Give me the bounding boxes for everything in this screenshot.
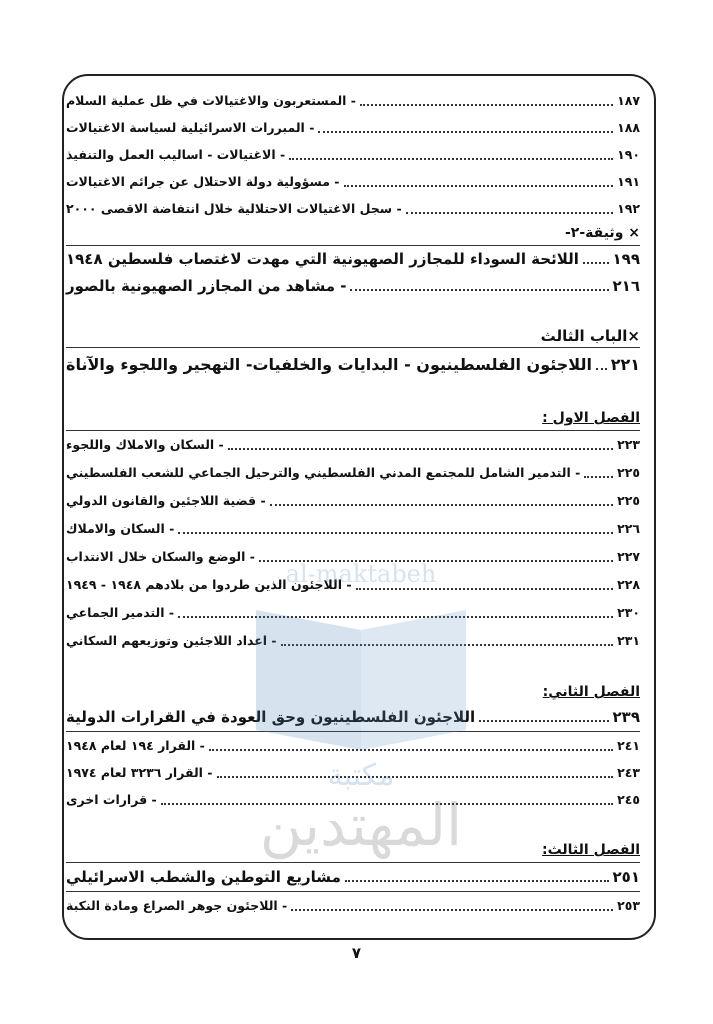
toc-page: ٢٣١ — [617, 633, 640, 648]
toc-title: - القرار ١٩٤ لعام ١٩٤٨ — [66, 738, 205, 753]
toc-title: اللاجئون الفلسطينيون وحق العودة في القرارات الدولية — [66, 708, 476, 726]
toc-page: ٢٢٥ — [617, 493, 640, 508]
toc-page: ١٩٢ — [617, 201, 640, 216]
toc-page: ٢٥١ — [612, 868, 640, 886]
toc-title: - المبررات الاسرائيلية لسياسة الاغتيالات — [66, 120, 315, 135]
toc-page: ٢٤١ — [617, 738, 640, 753]
toc-row[interactable] — [66, 169, 640, 193]
toc-title: - التدمير الجماعي — [66, 605, 175, 620]
part-heading: ×الباب الثالث — [540, 327, 640, 345]
toc-page: ٢٢٣ — [617, 437, 640, 452]
dot-leader — [209, 749, 613, 751]
toc-row[interactable] — [66, 628, 640, 652]
toc-row[interactable] — [66, 600, 640, 624]
dot-leader — [178, 532, 613, 534]
toc-page: ٢٢٨ — [617, 577, 640, 592]
dot-leader — [596, 368, 607, 370]
dot-leader — [318, 131, 613, 133]
dot-leader — [259, 560, 613, 562]
toc-row[interactable] — [66, 893, 640, 917]
dot-leader — [228, 448, 613, 450]
toc-row[interactable] — [66, 88, 640, 112]
toc-title: - القرار ٣٢٣٦ لعام ١٩٧٤ — [66, 765, 213, 780]
toc-title: مشاريع التوطين والشطب الاسرائيلي — [66, 868, 341, 886]
divider — [66, 347, 640, 348]
toc-row[interactable] — [66, 142, 640, 166]
document-heading: × وثيقة-٢- — [564, 225, 640, 241]
toc-page: ٢٥٣ — [617, 898, 640, 913]
toc-page: ٢٢٧ — [617, 549, 640, 564]
toc-page: ٢١٦ — [612, 277, 640, 295]
toc-page: ٢٣٩ — [612, 708, 640, 726]
dot-leader — [270, 504, 613, 506]
toc-title: - السكان والاملاك — [66, 521, 175, 536]
toc-title: - مسؤولية دولة الاحتلال عن جرائم الاغتيالات — [66, 174, 340, 189]
toc-row[interactable] — [66, 516, 640, 540]
toc-row[interactable] — [66, 572, 640, 596]
toc-row[interactable] — [66, 460, 640, 484]
toc-page: ٢٤٥ — [617, 792, 640, 807]
chapter-heading: الفصل الثاني: — [542, 684, 640, 700]
toc-title: - اللاجئون الذين طردوا من بلادهم ١٩٤٨ - ١٩٤٩ — [66, 577, 352, 592]
toc-row[interactable] — [66, 787, 640, 811]
toc-row[interactable] — [66, 196, 640, 220]
toc-title: - التدمير الشامل للمجتمع المدني الفلسطيني والترحيل الجماعي للشعب الفلسطيني — [66, 465, 581, 480]
toc-title: - الاغتيالات - اساليب العمل والتنفيذ — [66, 147, 286, 162]
dot-leader — [178, 616, 613, 618]
toc-row[interactable] — [66, 352, 640, 376]
toc-title: - الوضع والسكان خلال الانتداب — [66, 549, 255, 564]
dot-leader — [161, 803, 613, 805]
dot-leader — [350, 289, 608, 291]
toc-row[interactable] — [66, 246, 640, 270]
toc-page: ١٨٧ — [617, 93, 640, 108]
toc-title: - قضية اللاجئين والقانون الدولي — [66, 493, 266, 508]
toc-page: ١٩٠ — [617, 147, 640, 162]
toc-page: ١٩٩ — [612, 250, 640, 268]
dot-leader — [406, 212, 613, 214]
toc-row[interactable] — [66, 704, 640, 728]
toc-title: - السكان والاملاك واللجوء — [66, 437, 224, 452]
toc-row[interactable] — [66, 733, 640, 757]
toc-title: - اعداد اللاجئين وتوزيعهم السكاني — [66, 633, 277, 648]
divider — [66, 731, 640, 732]
toc-title: - سجل الاغتيالات الاحتلالية خلال انتفاضة الاقصى ٢٠٠٠ — [66, 201, 402, 216]
toc-title: - المستعربون والاغتيالات في ظل عملية السلام — [66, 93, 356, 108]
chapter-heading: الفصل الاول : — [542, 410, 640, 426]
dot-leader — [281, 644, 614, 646]
toc-row[interactable] — [66, 273, 640, 297]
toc-page: ١٨٨ — [617, 120, 640, 135]
toc-row[interactable] — [66, 488, 640, 512]
toc-title: - اللاجئون جوهر الصراع ومادة النكبة — [66, 898, 288, 913]
divider — [66, 891, 640, 892]
toc-page: ٢٢٦ — [617, 521, 640, 536]
watermark-latin: al-maktabeh — [285, 560, 437, 588]
divider — [66, 430, 640, 431]
toc-row[interactable] — [66, 115, 640, 139]
watermark-arabic-top: مكتبة — [327, 758, 395, 793]
toc-title: اللائحة السوداء للمجازر الصهيونية التي مهدت لاغتصاب فلسطين ١٩٤٨ — [66, 250, 579, 268]
page-number: ٧ — [351, 944, 362, 962]
toc-page: ٢٢١ — [610, 355, 640, 374]
dot-leader — [583, 262, 609, 264]
toc-title: - مشاهد من المجازر الصهيونية بالصور — [66, 277, 347, 295]
toc-row[interactable] — [66, 864, 640, 888]
toc-title: اللاجئون الفلسطينيون - البدايات والخلفيات- التهجير واللجوء والآناة — [66, 355, 592, 374]
dot-leader — [289, 158, 613, 160]
toc-row[interactable] — [66, 432, 640, 456]
toc-page: ٢٢٥ — [617, 465, 640, 480]
toc-page: ٢٣٠ — [617, 605, 640, 620]
dot-leader — [360, 104, 613, 106]
dot-leader — [356, 588, 614, 590]
toc-row[interactable] — [66, 760, 640, 784]
divider — [66, 862, 640, 863]
dot-leader — [345, 880, 609, 882]
chapter-heading: الفصل الثالث: — [542, 842, 640, 858]
dot-leader — [291, 909, 613, 911]
dot-leader — [584, 476, 613, 478]
dot-leader — [217, 776, 614, 778]
watermark-arabic-bottom: المهتدين — [259, 791, 463, 859]
dot-leader — [479, 720, 608, 722]
toc-row[interactable] — [66, 544, 640, 568]
toc-title: - قرارات اخرى — [66, 792, 157, 807]
toc-page: ٢٤٣ — [617, 765, 640, 780]
dot-leader — [344, 185, 614, 187]
toc-page: ١٩١ — [617, 174, 640, 189]
